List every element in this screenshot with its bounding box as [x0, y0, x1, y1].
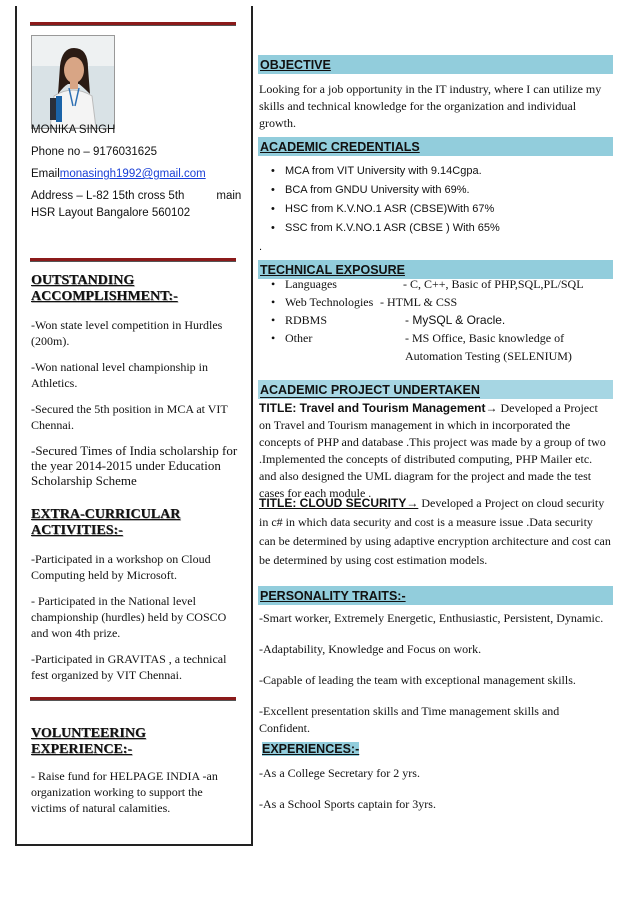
profile-phone: Phone no – 9176031625: [31, 146, 157, 158]
accomplishment-item: -Won national level championship in Athletics.: [31, 360, 208, 390]
project-item: [259, 494, 611, 570]
experiences-heading: EXPERIENCES:-: [260, 739, 360, 758]
experience-item: -As a School Sports captain for 3yrs.: [259, 797, 436, 811]
academic-item: • MCA from VIT University with 9.14Cgpa.: [259, 162, 611, 181]
volunteering-heading: VOLUNTEERING EXPERIENCE:-: [31, 726, 146, 757]
profile-block: [31, 119, 241, 224]
technical-heading: TECHNICAL EXPOSURE: [258, 260, 613, 279]
accomplishments-heading: OUTSTANDING ACCOMPLISHMENT:-: [31, 273, 178, 304]
academic-heading: ACADEMIC CREDENTIALS: [258, 137, 613, 156]
technical-item: • RDBMS - MySQL & Oracle.: [259, 311, 611, 329]
profile-email-line: [31, 163, 241, 185]
volunteering-text: - Raise fund for HELPAGE INDIA -an organization working to support the victims of natural calamities.: [31, 769, 218, 815]
extracurricular-heading: EXTRA-CURRICULAR ACTIVITIES:-: [31, 507, 181, 538]
project-text: Developed a Project on cloud security in c# in which data security and cost is a measure issue .Data security can be determined by using adaptive encryption architecture and cost can be determined by using cost estimation models.: [259, 496, 611, 567]
divider-volunteering: [30, 697, 236, 701]
technical-item: • Web Technologies - HTML & CSS: [259, 293, 611, 311]
academic-item: • SSC from K.V.NO.1 ASR (CBSE ) With 65%: [259, 219, 611, 238]
accomplishment-item: -Secured the 5th position in MCA at VIT Chennai.: [31, 402, 228, 432]
accomplishments-section: [31, 273, 239, 488]
academic-list: [259, 162, 611, 257]
profile-address-2: HSR Layout Bangalore 560102: [31, 207, 191, 219]
personality-item: -Capable of leading the team with exceptional management skills.: [259, 673, 576, 687]
project-text: Developed a Project on Travel and Tourism management in which in incorporated the concepts of PHP and database .This project was made by a group of two .Implemented the concepts of distributed computing, PHP Mailer etc. and also designed the UML diagram for the project and made the test cases for each module .: [259, 401, 606, 500]
project-title: TITLE: Travel and Tourism Management→: [259, 401, 498, 415]
personality-item: -Excellent presentation skills and Time management skills and Confident.: [259, 704, 560, 735]
volunteering-section: [31, 726, 239, 816]
profile-name: MONIKA SINGH: [31, 124, 116, 136]
academic-trailing: .: [259, 241, 263, 253]
technical-item: • Languages - C, C++, Basic of PHP,SQL,PL/SQL: [259, 275, 611, 293]
experiences-list: [259, 765, 611, 813]
email-link[interactable]: monasingh1992@gmail.com: [59, 168, 206, 180]
personality-item: -Smart worker, Extremely Energetic, Enthusiastic, Persistent, Dynamic.: [259, 611, 604, 625]
accomplishment-item: -Won state level competition in Hurdles (200m).: [31, 318, 223, 348]
extracurricular-item: -Participated in a workshop on Cloud Computing held by Microsoft.: [31, 552, 211, 582]
accomplishment-item: -Secured Times of India scholarship for the year 2014-2015 under Education Scholarship Scheme: [31, 443, 238, 488]
personality-item: -Adaptability, Knowledge and Focus on work.: [259, 642, 482, 656]
extracurricular-item: - Participated in the National level championship (hurdles) held by COSCO and won 4th prize.: [31, 594, 227, 640]
profile-photo: [31, 35, 115, 129]
technical-item: • Other - MS Office, Basic knowledge of Automation Testing (SELENIUM): [259, 329, 611, 365]
project-item: [259, 400, 611, 502]
divider-top-left: [30, 22, 236, 26]
email-label: Email: [31, 168, 60, 180]
objective-text: Looking for a job opportunity in the IT industry, where I can utilize my skills and technical knowledge for the organization and individual growth.: [259, 82, 602, 130]
personality-list: [259, 610, 611, 737]
extracurricular-item: -Participated in GRAVITAS , a technical fest organized by VIT Chennai.: [31, 652, 227, 682]
personality-heading: PERSONALITY TRAITS:-: [258, 586, 613, 605]
extracurricular-section: [31, 507, 239, 683]
profile-address-1: Address – L-82 15th cross 5th main: [31, 190, 242, 202]
technical-list: [259, 275, 611, 365]
objective-heading: OBJECTIVE: [258, 55, 613, 74]
academic-item: • BCA from GNDU University with 69%.: [259, 181, 611, 200]
project-title: TITLE: CLOUD SECURITY→: [259, 496, 419, 510]
divider-accomplishments: [30, 258, 236, 262]
academic-item: • HSC from K.V.NO.1 ASR (CBSE)With 67%: [259, 200, 611, 219]
experience-item: -As a College Secretary for 2 yrs.: [259, 766, 420, 780]
projects-heading: ACADEMIC PROJECT UNDERTAKEN: [258, 380, 613, 399]
